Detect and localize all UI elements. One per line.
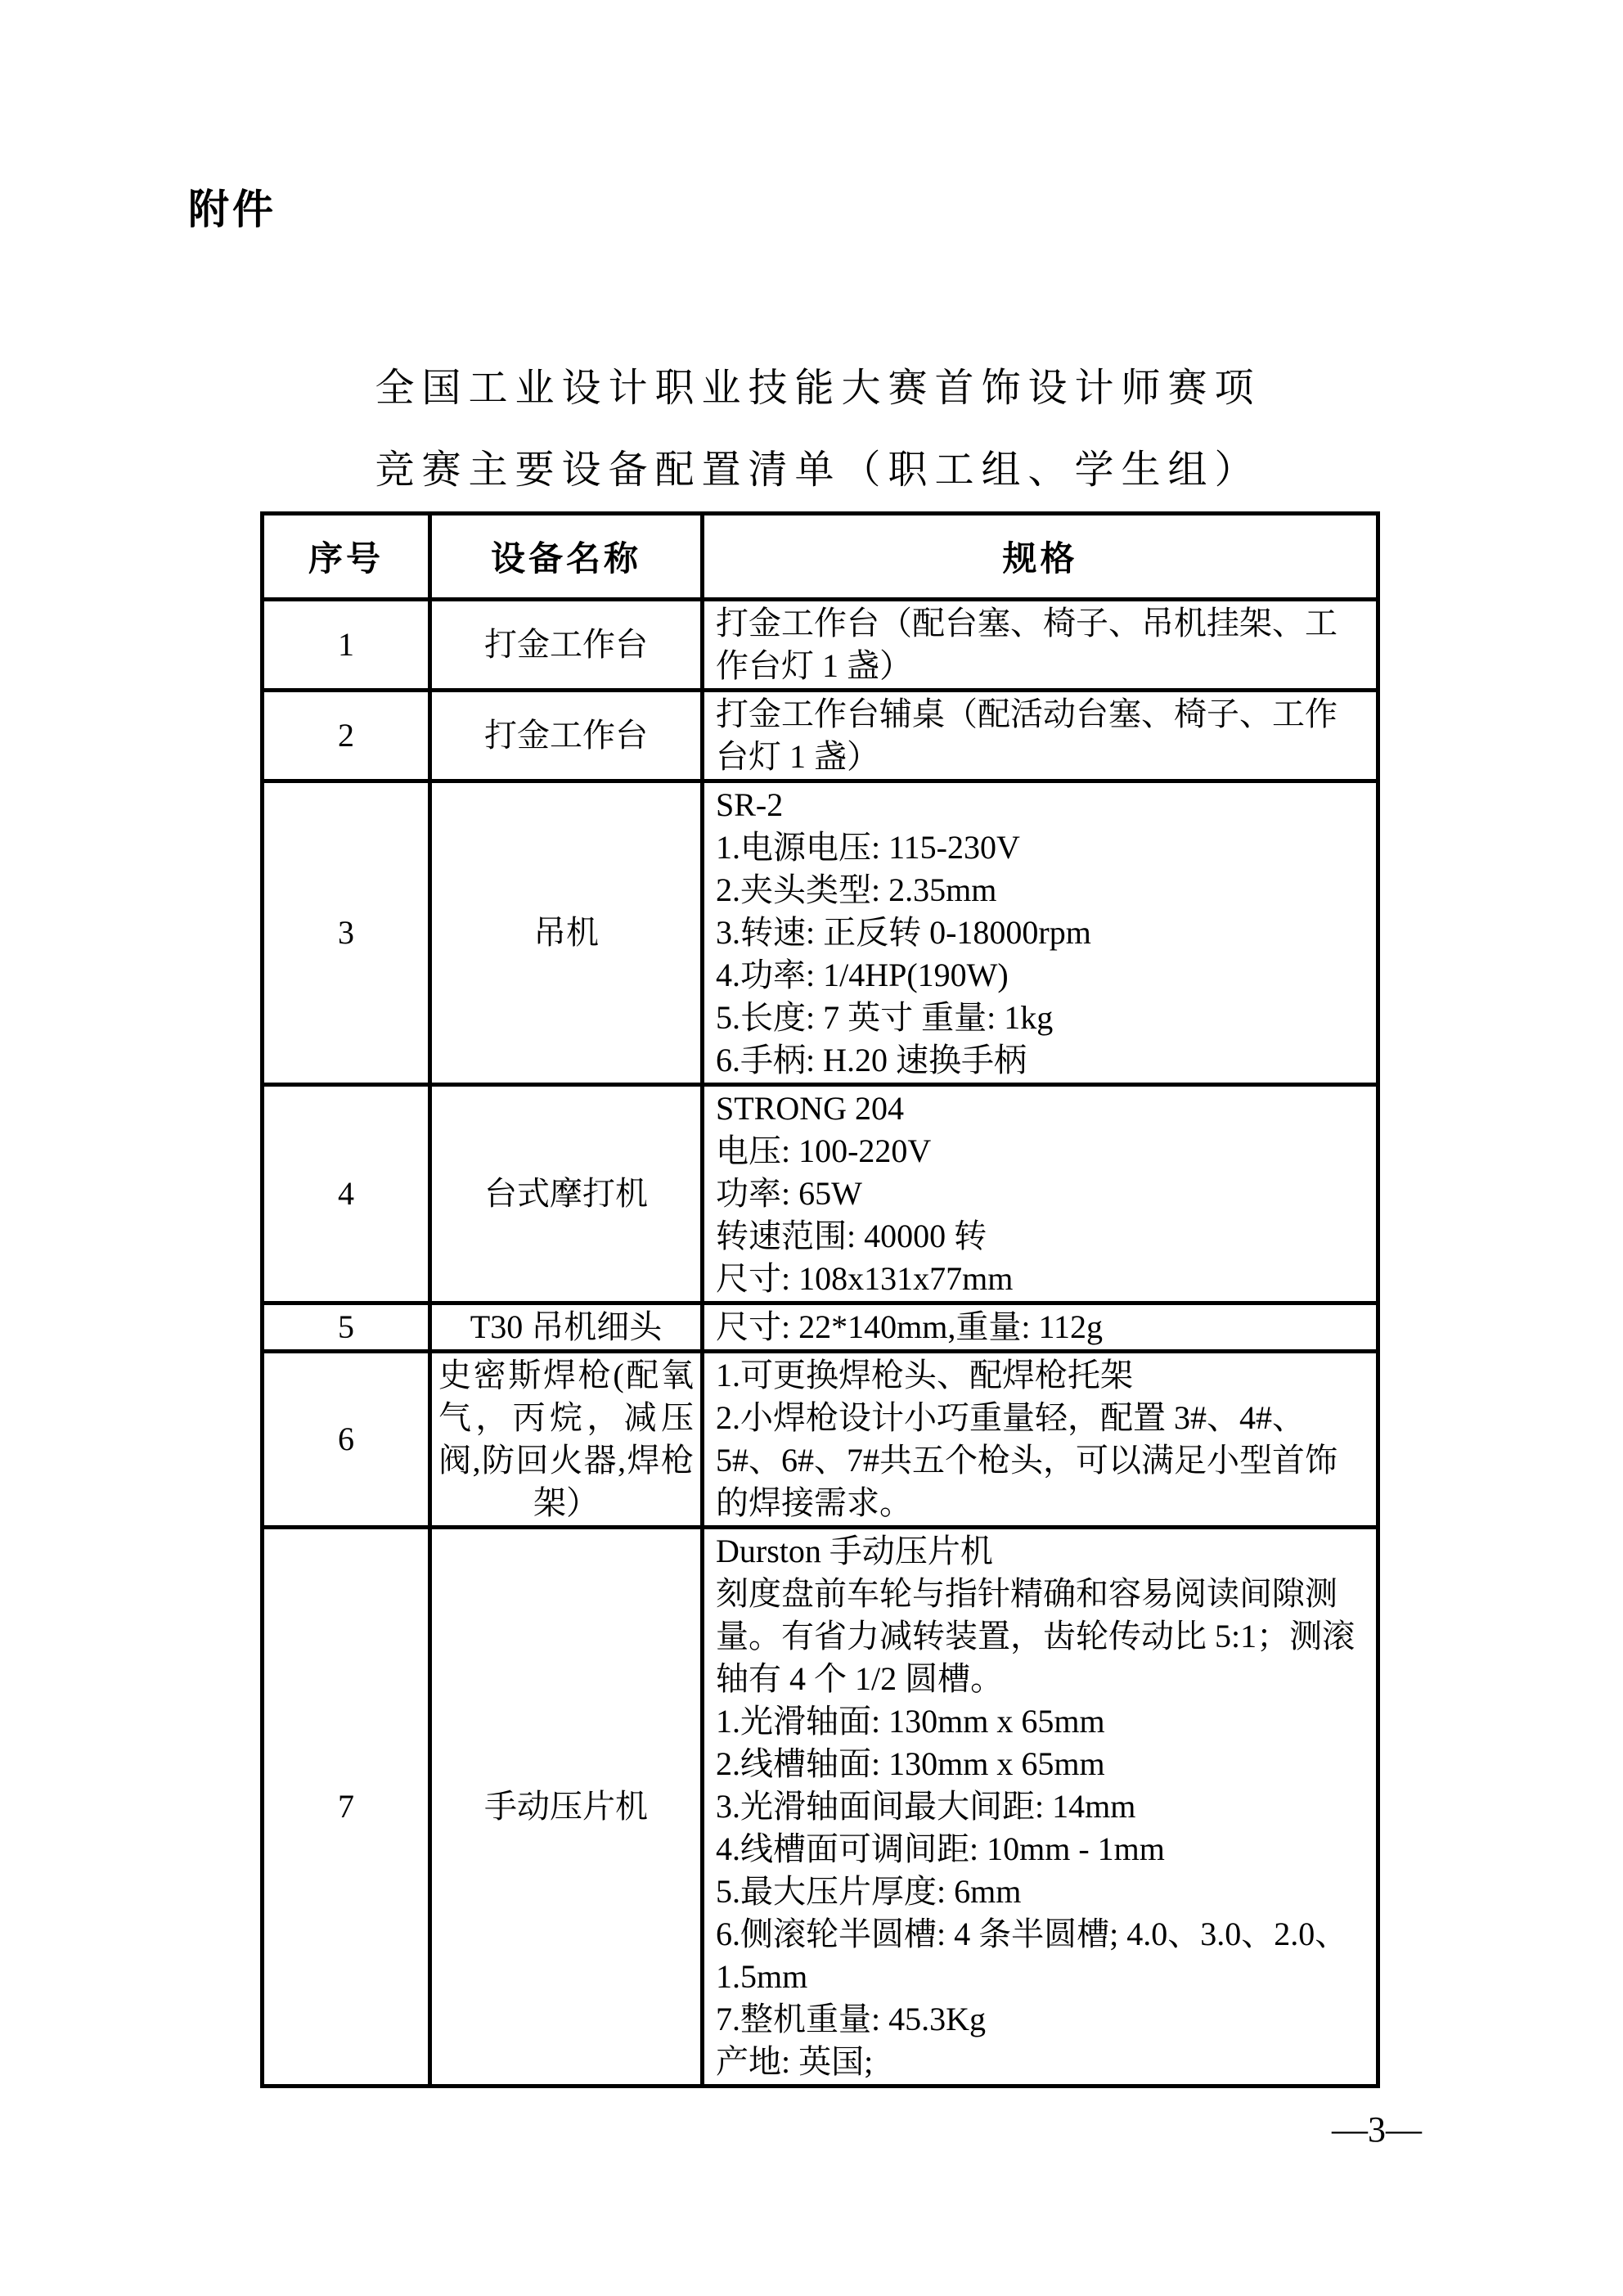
spec-line: 5.最大压片厚度: 6mm — [716, 1873, 1022, 1910]
cell-serial-number: 6 — [263, 1352, 430, 1528]
spec-line: 尺寸: 108x131x77mm — [716, 1260, 1014, 1297]
equipment-table — [260, 511, 1380, 2088]
document-title — [260, 348, 1376, 511]
spec-line: SR-2 — [716, 786, 784, 823]
table-row — [263, 691, 1378, 781]
cell-specification — [703, 1352, 1378, 1528]
table-row — [263, 1528, 1378, 2087]
cell-specification — [703, 1528, 1378, 2087]
spec-line: STRONG 204 — [716, 1090, 905, 1127]
spec-line: 4.功率: 1/4HP(190W) — [716, 957, 1009, 993]
spec-line: 刻度盘前车轮与指针精确和容易阅读间隙测量。有省力减转装置，齿轮传动比 5:1；测滚轴有 4 个 1/2 圆槽。 — [716, 1575, 1355, 1697]
page-number: —3— — [1332, 2109, 1422, 2150]
table-row — [263, 1303, 1378, 1352]
cell-serial-number: 2 — [263, 691, 430, 781]
spec-line: 4.线槽面可调间距: 10mm - 1mm — [716, 1830, 1165, 1867]
spec-line: 6.侧滚轮半圆槽: 4 条半圆槽; 4.0、3.0、2.0、1.5mm — [716, 1916, 1348, 1995]
cell-specification — [703, 1303, 1378, 1352]
spec-line: 功率: 65W — [716, 1175, 862, 1212]
cell-equipment-name: 台式摩打机 — [430, 1085, 703, 1303]
spec-line: 1.可更换焊枪头、配焊枪托架 — [716, 1357, 1133, 1393]
table-header-row — [263, 514, 1378, 600]
cell-specification — [703, 600, 1378, 691]
cell-specification — [703, 781, 1378, 1085]
spec-line: 5.长度: 7 英寸 重量: 1kg — [716, 999, 1054, 1036]
table-row — [263, 1352, 1378, 1528]
spec-line: 2.夹头类型: 2.35mm — [716, 871, 997, 908]
table-row — [263, 600, 1378, 691]
document-title-line2: 竞赛主要设备配置清单（职工组、学生组） — [375, 448, 1261, 492]
header-serial-number: 序号 — [263, 514, 430, 600]
cell-equipment-name: 吊机 — [430, 781, 703, 1085]
table-row — [263, 781, 1378, 1085]
spec-line: Durston 手动压片机 — [716, 1533, 993, 1569]
cell-serial-number: 4 — [263, 1085, 430, 1303]
cell-equipment-name: 史密斯焊枪(配氧气，丙烷，减压阀,防回火器,焊枪架） — [430, 1352, 703, 1528]
spec-line: 产地: 英国; — [716, 2043, 874, 2080]
document-title-line1: 全国工业设计职业技能大赛首饰设计师赛项 — [375, 367, 1261, 410]
header-equipment-name: 设备名称 — [430, 514, 703, 600]
spec-line: 3.光滑轴面间最大间距: 14mm — [716, 1788, 1136, 1825]
cell-serial-number: 5 — [263, 1303, 430, 1352]
spec-line: 尺寸: 22*140mm,重量: 112g — [716, 1308, 1103, 1345]
cell-equipment-name: 打金工作台 — [430, 600, 703, 691]
spec-line: 7.整机重量: 45.3Kg — [716, 2001, 986, 2037]
spec-line: 3.转速: 正反转 0-18000rpm — [716, 914, 1091, 951]
spec-line: 打金工作台辅桌（配活动台塞、椅子、工作台灯 1 盏） — [716, 696, 1338, 775]
cell-equipment-name: T30 吊机细头 — [430, 1303, 703, 1352]
cell-specification — [703, 691, 1378, 781]
spec-line: 2.小焊枪设计小巧重量轻，配置 3#、4#、5#、6#、7#共五个枪头，可以满足小型首饰的焊接需求。 — [716, 1399, 1338, 1521]
spec-line: 电压: 100-220V — [716, 1132, 932, 1169]
cell-serial-number: 3 — [263, 781, 430, 1085]
cell-serial-number: 7 — [263, 1528, 430, 2087]
cell-serial-number: 1 — [263, 600, 430, 691]
equipment-table-body — [263, 600, 1378, 2087]
spec-line: 2.线槽轴面: 130mm x 65mm — [716, 1745, 1105, 1782]
spec-line: 6.手柄: H.20 速换手柄 — [716, 1042, 1027, 1078]
spec-line: 1.电源电压: 115-230V — [716, 829, 1020, 866]
cell-equipment-name: 打金工作台 — [430, 691, 703, 781]
spec-line: 1.光滑轴面: 130mm x 65mm — [716, 1703, 1105, 1740]
cell-equipment-name: 手动压片机 — [430, 1528, 703, 2087]
attachment-label: 附件 — [188, 187, 276, 232]
cell-specification — [703, 1085, 1378, 1303]
spec-line: 转速范围: 40000 转 — [716, 1218, 987, 1254]
header-specification: 规格 — [703, 514, 1378, 600]
spec-line: 打金工作台（配台塞、椅子、吊机挂架、工作台灯 1 盏） — [716, 605, 1338, 684]
table-row — [263, 1085, 1378, 1303]
